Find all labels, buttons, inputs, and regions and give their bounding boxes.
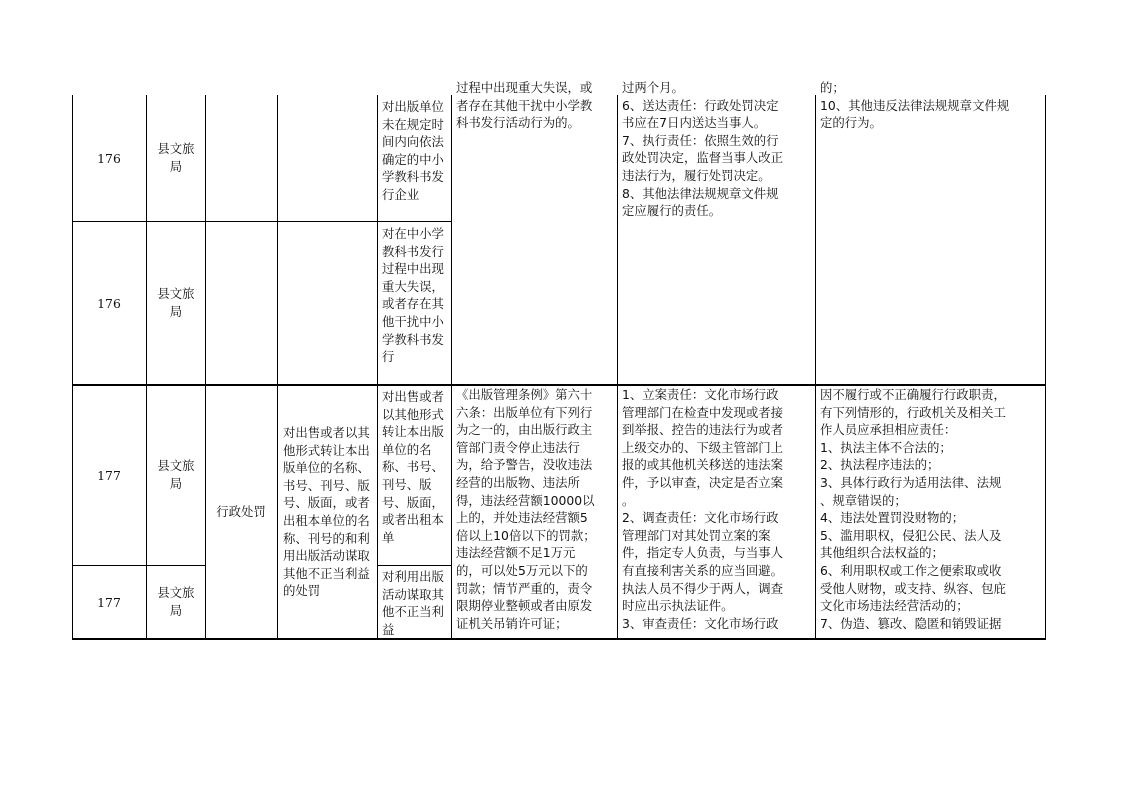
grid-line — [377, 95, 378, 639]
responsibility-cell: 过两个月。 6、送达责任：行政处罚决定 书应在7日内送达当事人。 7、执行责任：依照生效的行 政处罚决定，监督当事人改正 违法行为，履行处罚决定。 8、其他法律法规规章文件规 定应履行的责任。 — [622, 80, 784, 219]
item-subcell: 对在中小学教科书发行过程中出现重大失误，或者存在其他干扰中小学教科书发行 — [382, 226, 444, 365]
grid-line — [617, 95, 618, 639]
grid-line — [815, 95, 816, 639]
item-subcell: 对利用出版活动谋取其他不正当利益 — [382, 569, 444, 637]
grid-line — [277, 95, 278, 639]
accountability-cell: 的； 10、其他违反法律法规规章文件规 定的行为。 — [820, 80, 1010, 131]
row-number: 177 — [97, 467, 121, 483]
item-name-cell: 对出售或者以其他形式转让本出版单位的名称、书号、刊号、版号、版面，或者出租本单位的名称、刊号的和利用出版活动谋取其他不正当利益的处罚 — [283, 425, 370, 599]
row-number: 176 — [97, 295, 121, 311]
grid-line — [72, 95, 73, 639]
grid-line — [72, 384, 1046, 386]
grid-line — [72, 565, 206, 566]
department-cell: 县文旅局 — [157, 458, 195, 491]
grid-line — [1045, 95, 1046, 639]
grid-line — [72, 221, 378, 222]
grid-line — [72, 638, 1046, 640]
responsibility-cell: 1、立案责任：文化市场行政 管理部门在检查中发现或者接 到举报、控告的违法行为或者 上级交办的、下级主管部门上 报的或其他机关移送的违法案 件，予以审查，决定是否立案 。 2、调查责任：文化市场行政 管理部门对其处罚立案的案 件，指定专人负责，与当事人 有直接利害关系的应当回避。 执法人员不得少于两人，调查 时应出示执法证件。 3、审查责任：文化市场行政 — [622, 387, 784, 631]
legal-basis-cell: 过程中出现重大失误，或 者存在其他干扰中小学教 科书发行活动行为的。 — [456, 80, 593, 131]
department-cell: 县文旅局 — [157, 141, 195, 174]
department-cell: 县文旅局 — [157, 585, 195, 618]
grid-line — [451, 95, 452, 639]
grid-line — [378, 221, 452, 222]
department-cell: 县文旅局 — [157, 286, 195, 319]
category-cell: 行政处罚 — [216, 504, 266, 520]
grid-line — [146, 95, 147, 639]
accountability-cell: 因不履行或不正确履行行政职责， 有下列情形的，行政机关及相关工 作人员应承担相应责任： 1、执法主体不合法的； 2、执法程序违法的； 3、具体行政行为适用法律、法规 、规章错误的； 4、违法处置罚没财物的； 5、滥用职权，侵犯公民、法人及 其他组织合法权益的； 6、利用职权或工作之便索取或收 受他人财物，或支持、纵容、包庇 文化市场违法经营活动的； 7、伪造、篡改、隐匿和销毁证据 — [820, 387, 1006, 631]
grid-line — [205, 95, 206, 639]
grid-line — [378, 565, 452, 566]
item-subcell: 对出售或者以其他形式转让本出版单位的名称、书号、刊号、版号、版面，或者出租本单 — [382, 389, 444, 545]
legal-basis-cell: 《出版管理条例》第六十 六条：出版单位有下列行 为之一的，由出版行政主 管部门责令停止违法行 为，给予警告，没收违法 经营的出版物、违法所 得，违法经营额10000以 上的，并处违法经营额5 倍以上10倍以下的罚款； 违法经营额不足1万元 的，可以处5万元以下的 罚款；情节严重的，责令 限期停业整顿或者由原发 证机关吊销许可证； — [456, 387, 596, 631]
item-subcell: 对出版单位未在规定时间内向依法确定的中小学教科书发行企业 — [382, 99, 444, 202]
row-number: 176 — [97, 150, 121, 166]
row-number: 177 — [97, 594, 121, 610]
